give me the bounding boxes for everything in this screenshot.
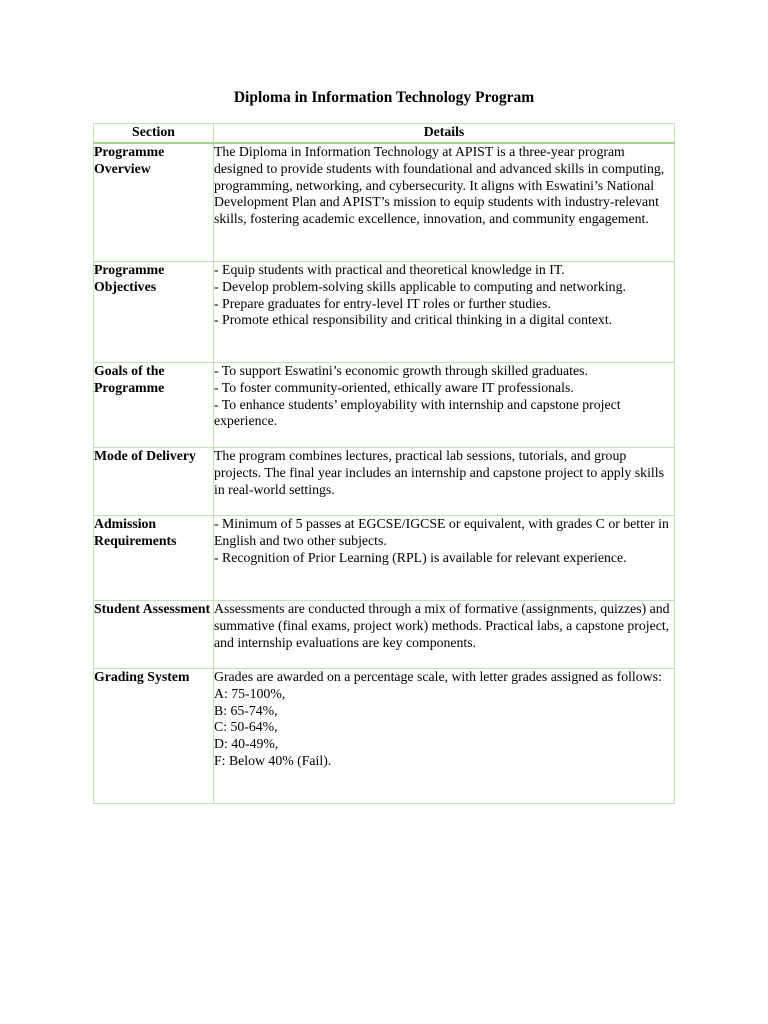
document-title: Diploma in Information Technology Program <box>233 89 535 106</box>
details-line: B: 65-74%, <box>214 702 278 718</box>
details-line: - Minimum of 5 passes at EGCSE/IGCSE or equivalent, with grades C or better in English and two other subjects. <box>214 516 669 548</box>
details-line: C: 50-64%, <box>214 719 278 735</box>
table-row-grading-system <box>94 669 675 804</box>
table-row-programme-overview <box>94 143 675 262</box>
details-line: F: Below 40% (Fail). <box>214 752 332 768</box>
header-section: Section <box>94 124 214 144</box>
section-label: Grading System <box>94 669 214 804</box>
section-details: The program combines lectures, practical lab sessions, tutorials, and group projects. The final year includes an internship and capstone project to apply skills in real-world settings. <box>214 448 675 516</box>
section-label: Mode of Delivery <box>94 448 214 516</box>
details-line: - Prepare graduates for entry-level IT roles or further studies. <box>214 295 551 311</box>
details-line: A: 75-100%, <box>214 685 286 701</box>
table-row-goals <box>94 363 675 448</box>
section-details <box>214 262 675 363</box>
section-label: Student Assessment <box>94 601 214 669</box>
section-label: Admission Requirements <box>94 516 214 601</box>
table-row-programme-objectives <box>94 262 675 363</box>
section-details <box>214 669 675 804</box>
details-line: - Recognition of Prior Learning (RPL) is available for relevant experience. <box>214 549 627 565</box>
table-row-admission-requirements <box>94 516 675 601</box>
section-label: Goals of the Programme <box>94 363 214 448</box>
details-line: - To foster community-oriented, ethically aware IT professionals. <box>214 379 574 395</box>
table-row-student-assessment <box>94 601 675 669</box>
details-line: - Equip students with practical and theoretical knowledge in IT. <box>214 262 565 277</box>
program-table <box>93 123 675 804</box>
table-row-mode-of-delivery <box>94 448 675 516</box>
details-line: Grades are awarded on a percentage scale, with letter grades assigned as follows: <box>214 669 662 684</box>
details-line: D: 40-49%, <box>214 736 279 752</box>
section-details: The Diploma in Information Technology at APIST is a three-year program designed to provide students with foundational and advanced skills in computing, programming, networking, and cybersecurity. It aligns with Eswatini’s National Development Plan and APIST’s mission to equip students with industry-relevant skills, fostering academic excellence, innovation, and community engagement. <box>214 143 675 262</box>
details-line: - Develop problem-solving skills applicable to computing and networking. <box>214 278 626 294</box>
section-label: Programme Objectives <box>94 262 214 363</box>
section-label: Programme Overview <box>94 143 214 262</box>
section-details: Assessments are conducted through a mix of formative (assignments, quizzes) and summative (final exams, project work) methods. Practical labs, a capstone project, and internship evaluations are key components. <box>214 601 675 669</box>
details-line: - To support Eswatini’s economic growth through skilled graduates. <box>214 363 588 378</box>
header-details: Details <box>214 124 675 144</box>
table-header-row <box>94 124 675 144</box>
details-line: - To enhance students’ employability with internship and capstone project experience. <box>214 396 621 429</box>
section-details <box>214 363 675 448</box>
details-line: - Promote ethical responsibility and critical thinking in a digital context. <box>214 312 613 328</box>
section-details <box>214 516 675 601</box>
